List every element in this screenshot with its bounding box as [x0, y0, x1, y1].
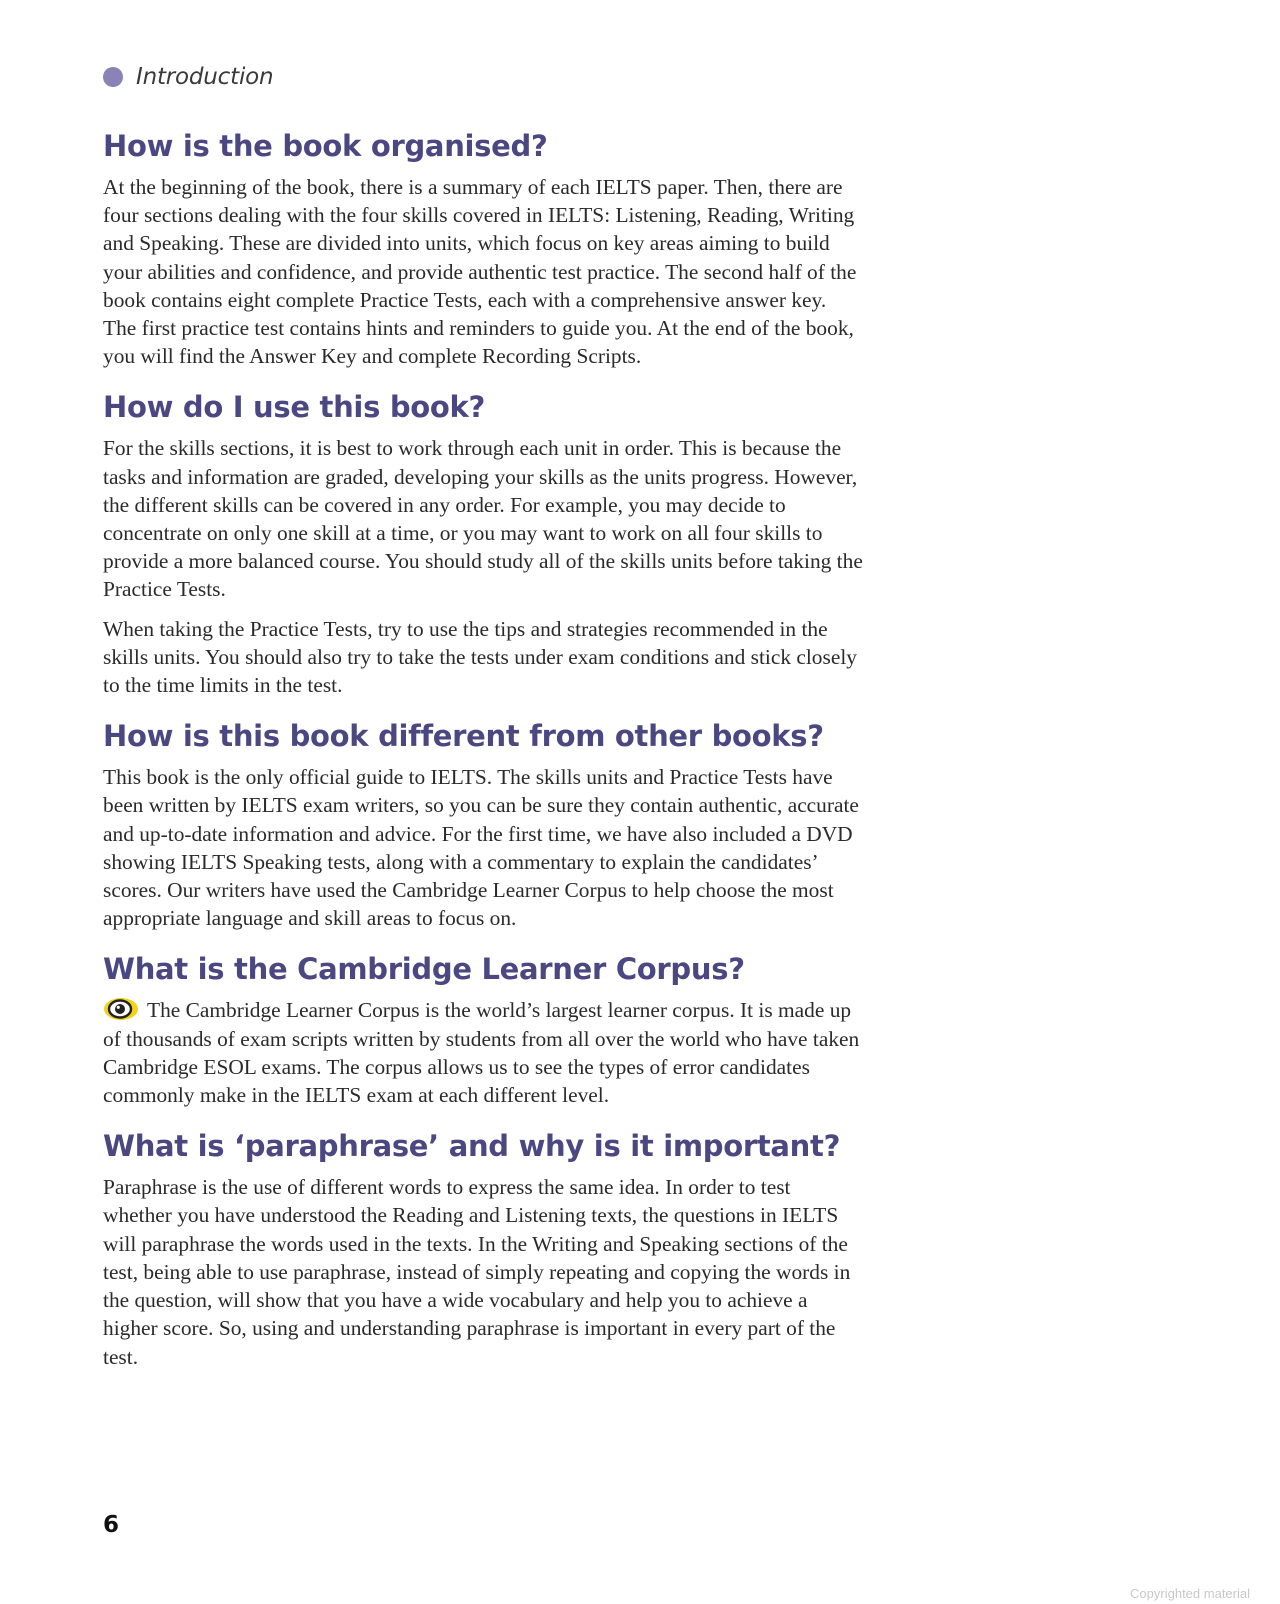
section-paragraph: When taking the Practice Tests, try to use the tips and strategies recommended in the skills units. You should also try to take the tests under exam conditions and stick closely to the time limits in the test. [103, 616, 857, 698]
section-heading: What is the Cambridge Learner Corpus? [103, 952, 745, 987]
section-heading: How is the book organised? [103, 129, 548, 163]
page-number: 6 [103, 1512, 120, 1538]
section-paragraph: Paraphrase is the use of different words to express the same idea. In order to test whether you have understood the Reading and Listening texts, the questions in IELTS will paraphrase the words used in the texts. In the Writing and Speaking sections of the test, being able to use paraphrase, instead of simply repeating and copying the words in the question, will show that you have a wide vocabulary and help you to achieve a higher score. So, using and understanding paraphrase is important in every part of the test. [103, 1175, 851, 1369]
section-organised [103, 128, 863, 370]
eye-icon [103, 997, 139, 1021]
chapter-label: Introduction [136, 64, 274, 90]
section-heading: How do I use this book? [103, 390, 486, 425]
bullet-dot-icon [103, 67, 123, 87]
section-heading: What is ‘paraphrase’ and why is it important? [103, 1129, 841, 1164]
section-paragraph: At the beginning of the book, there is a summary of each IELTS paper. Then, there are four sections dealing with the four skills covered in IELTS: Listening, Reading, Writing and Speaking. These are divided into units, which focus on key areas aiming to build your abilities and confidence, and provide authentic test practice. The second half of the book contains eight complete Practice Tests, each with a comprehensive answer key. The first practice test contains hints and reminders to guide you. At the end of the book, you will find the Answer Key and complete Recording Scripts. [103, 175, 857, 369]
section-use [103, 389, 863, 699]
corpus-text: The Cambridge Learner Corpus is the world’s largest learner corpus. It is made up of thousands of exam scripts written by students from all over the world who have taken Cambridge ESOL exams. The corpus allows us to see the types of error candidates commonly make in the IELTS exam at each different level. [103, 998, 860, 1108]
section-paragraph: This book is the only official guide to IELTS. The skills units and Practice Tests have been written by IELTS exam writers, so you can be sure they contain authentic, accurate and up-to-date information and advice. For the first time, we have also included a DVD showing IELTS Speaking tests, along with a commentary to explain the candidates’ scores. Our writers have used the Cambridge Learner Corpus to help choose the most appropriate language and skill areas to focus on. [103, 765, 859, 931]
section-paragraph: For the skills sections, it is best to work through each unit in order. This is because the tasks and information are graded, developing your skills as the units progress. However, the different skills can be covered in any order. For example, you may decide to concentrate on only one skill at a time, or you may want to work on all four skills to provide a more balanced course. You should study all of the skills units before taking the Practice Tests. [103, 436, 863, 602]
chapter-header [103, 64, 273, 90]
section-corpus [103, 951, 863, 1109]
section-different [103, 718, 863, 932]
section-paraphrase [103, 1128, 863, 1370]
section-paragraph [103, 996, 863, 1109]
main-content [103, 128, 863, 1371]
copyright-watermark: Copyrighted material [1130, 1586, 1250, 1601]
section-heading: How is this book different from other books? [103, 719, 824, 754]
